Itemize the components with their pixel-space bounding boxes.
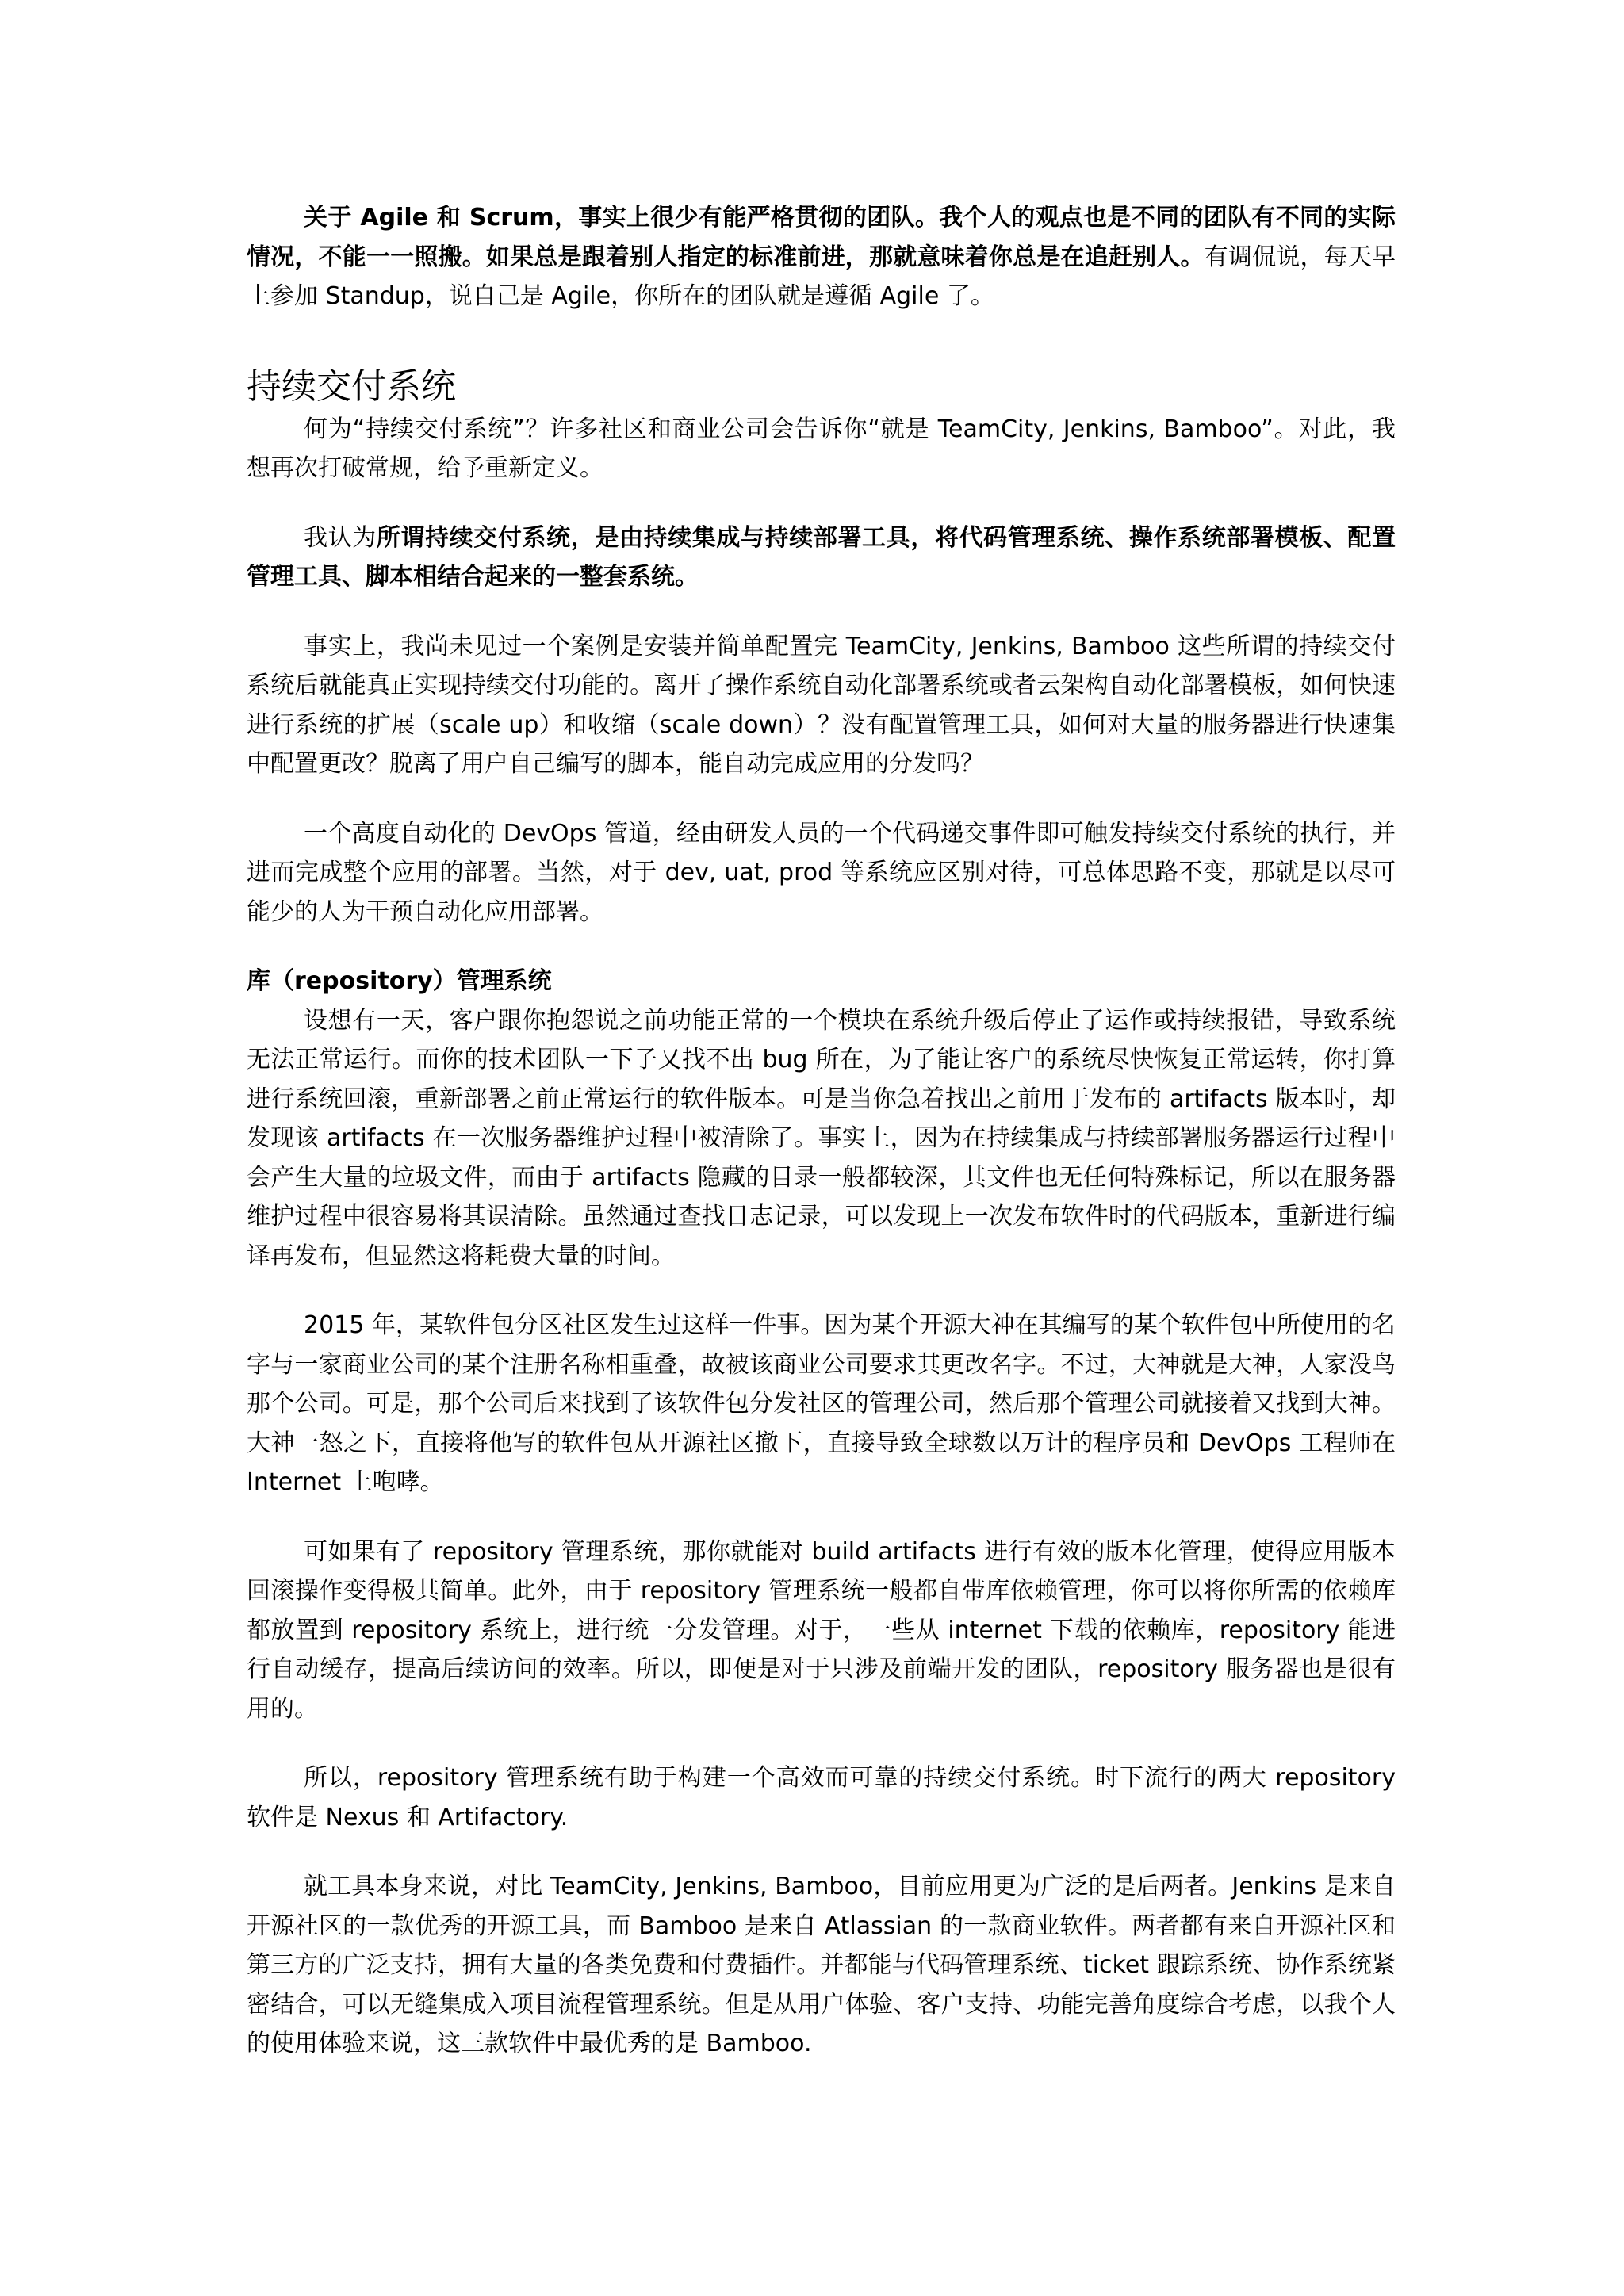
section-paragraph-2-bold: 所谓持续交付系统，是由持续集成与持续部署工具，将代码管理系统、操作系统部署模板、配置管理工具、脚本相结合起来的一整套系统。: [247, 523, 1396, 591]
subsection-paragraph-4: 所以，repository 管理系统有助于构建一个高效而可靠的持续交付系统。时下流行的两大 repository 软件是 Nexus 和 Artifactory.: [247, 1764, 1396, 1831]
subsection-paragraph-3: 可如果有了 repository 管理系统，那你就能对 build artifacts 进行有效的版本化管理，使得应用版本回滚操作变得极其简单。此外，由于 repository 管理系统一般都自带库依赖管理，你可以将你所需的依赖库都放置到 repository 系统上，进行统一分发管理。对于，一些从 internet 下载的依赖库，repository 能进行自动缓存，提高后续访问的效率。所以，即便是对于只涉及前端开发的团队，repository 服务器也是很有用的。: [247, 1537, 1396, 1723]
section-paragraph-3: 事实上，我尚未见过一个案例是安装并简单配置完 TeamCity, Jenkins, Bamboo 这些所谓的持续交付系统后就能真正实现持续交付功能的。离开了操作系统自动化部署系统或者云架构自动化部署模板，如何快速进行系统的扩展（scale up）和收缩（scale down）？没有配置管理工具，如何对大量的服务器进行快速集中配置更改？脱离了用户自己编写的脚本，能自动完成应用的分发吗？: [247, 632, 1396, 778]
intro-normal-text: 有调侃说，每天早上参加 Standup，说自己是 Agile，你所在的团队就是遵循 Agile 了。: [247, 243, 1396, 310]
intro-bold-text: 关于 Agile 和 Scrum，事实上很少有能严格贯彻的团队。我个人的观点也是不同的团队有不同的实际情况，不能一一照搬。如果总是跟着别人指定的标准前进，那就意味着你总是在追赶别人。: [247, 204, 1396, 271]
subsection-paragraph-1: 设想有一天，客户跟你抱怨说之前功能正常的一个模块在系统升级后停止了运作或持续报错，导致系统无法正常运行。而你的技术团队一下子又找不出 bug 所在，为了能让客户的系统尽快恢复正常运转，你打算进行系统回滚，重新部署之前正常运行的软件版本。可是当你急着找出之前用于发布的 artifacts 版本时，却发现该 artifacts 在一次服务器维护过程中被清除了。事实上，因为在持续集成与持续部署服务器运行过程中会产生大量的垃圾文件，而由于 artifacts 隐藏的目录一般都较深，其文件也无任何特殊标记，所以在服务器维护过程中很容易将其误清除。虽然通过查找日志记录，可以发现上一次发布软件时的代码版本，重新进行编译再发布，但显然这将耗费大量的时间。: [247, 1006, 1396, 1270]
subsection-paragraph-2: 2015 年，某软件包分区社区发生过这样一件事。因为某个开源大神在其编写的某个软件包中所使用的名字与一家商业公司的某个注册名称相重叠，故被该商业公司要求其更改名字。不过，大神就是大神，人家没鸟那个公司。可是，那个公司后来找到了该软件包分发社区的管理公司，然后那个管理公司就接着又找到大神。大神一怒之下，直接将他写的软件包从开源社区撤下，直接导致全球数以万计的程序员和 DevOps 工程师在 Internet 上咆哮。: [247, 1311, 1396, 1496]
subsection-paragraph-5: 就工具本身来说，对比 TeamCity, Jenkins, Bamboo，目前应用更为广泛的是后两者。Jenkins 是来自开源社区的一款优秀的开源工具，而 Bamboo 是来自 Atlassian 的一款商业软件。两者都有来自开源社区和第三方的广泛支持，拥有大量的各类免费和付费插件。并都能与代码管理系统、ticket 跟踪系统、协作系统紧密结合，可以无缝集成入项目流程管理系统。但是从用户体验、客户支持、功能完善角度综合考虑，以我个人的使用体验来说，这三款软件中最优秀的是 Bamboo.: [247, 1873, 1396, 2057]
section-paragraph-2: [247, 519, 1396, 597]
section-title: 持续交付系统: [247, 365, 456, 407]
subsection-title: 库（repository）管理系统: [247, 967, 552, 995]
section-paragraph-4: 一个高度自动化的 DevOps 管道，经由研发人员的一个代码递交事件即可触发持续交付系统的执行，并进而完成整个应用的部署。当然，对于 dev, uat, prod 等系统应区别对待，可总体思路不变，那就是以尽可能少的人为干预自动化应用部署。: [247, 819, 1396, 926]
intro-paragraph: [247, 198, 1396, 316]
section-paragraph-1: 何为“持续交付系统”？许多社区和商业公司会告诉你“就是 TeamCity, Jenkins, Bamboo”。对此，我想再次打破常规，给予重新定义。: [247, 415, 1396, 482]
section-paragraph-2-normal: 我认为: [304, 523, 377, 552]
